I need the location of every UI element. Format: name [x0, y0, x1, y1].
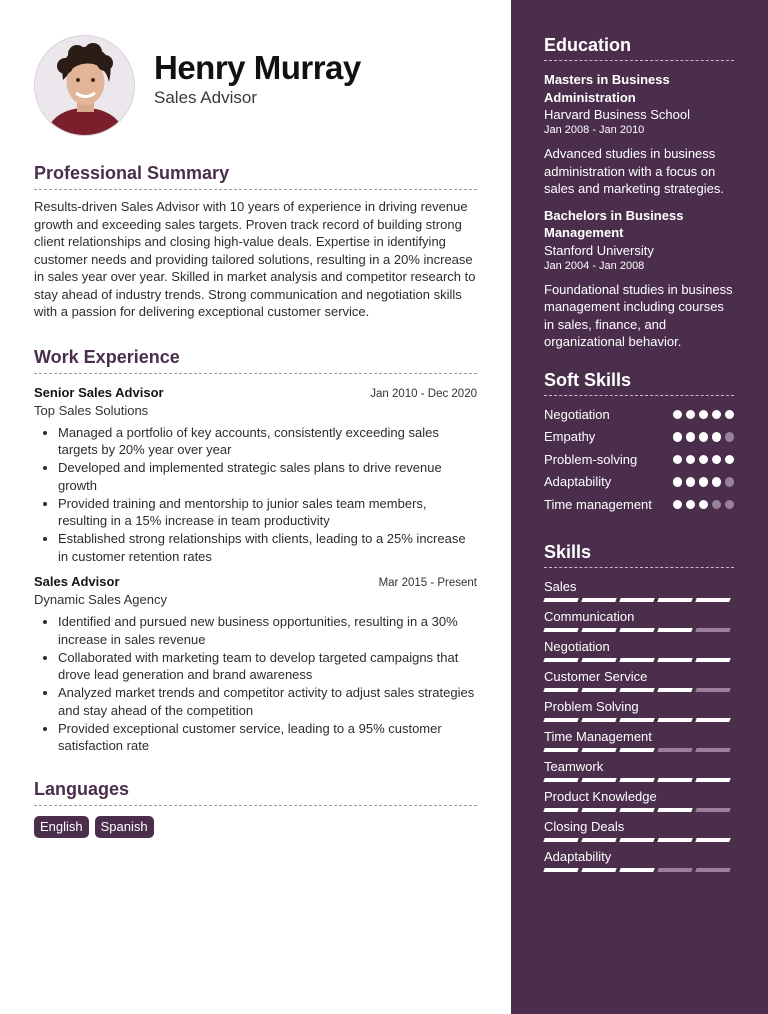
skill-level-bar: [544, 868, 734, 872]
soft-skill-row: [544, 428, 734, 446]
skill-segment-filled: [619, 838, 654, 842]
skill-segment-filled: [581, 718, 616, 722]
skill-segment-filled: [543, 748, 578, 752]
candidate-name: Henry Murray: [154, 49, 361, 86]
candidate-role: Sales Advisor: [154, 88, 257, 107]
education-entry: [544, 71, 734, 198]
skill-item: [544, 788, 734, 812]
skill-segment-filled: [657, 778, 692, 782]
skill-item: [544, 728, 734, 752]
skill-level-bar: [544, 628, 734, 632]
soft-skill-row: [544, 473, 734, 491]
rating-dot-filled: [725, 455, 735, 465]
languages-title: Languages: [34, 777, 477, 806]
skill-name: Negotiation: [544, 639, 610, 654]
skill-name: Adaptability: [544, 849, 612, 864]
job-title: Sales Advisor: [34, 574, 120, 589]
soft-skill-name: Time management: [544, 496, 652, 512]
skill-segment-filled: [657, 628, 692, 632]
job-bullet: • Established strong relationships with clients, leading to a 25% increase in customer retention rates: [58, 530, 477, 565]
skill-level-bar: [544, 778, 734, 782]
skill-segment-filled: [657, 808, 692, 812]
skill-level-bar: [544, 748, 734, 752]
skills-section: [544, 541, 734, 872]
summary-text: Results-driven Sales Advisor with 10 years of experience in driving revenue growth and exceeding sales targets. Proven track record of building strong client relationships and closing high-value deals. Expertise in identifying customer needs and providing tailored solutions, resulting in a 20% increase in sales year over year. Skilled in market analysis and competitor research to stay ahead of industry trends. Strong communication and negotiation skills with a passion for delivering exceptional customer service.: [34, 199, 476, 319]
skill-segment-filled: [581, 598, 616, 602]
skill-level-bar: [544, 718, 734, 722]
skill-segment-empty: [657, 868, 692, 872]
skill-segment-filled: [581, 658, 616, 662]
language-tag: Spanish: [95, 816, 154, 838]
job-bullet: • Developed and implemented strategic sales plans to drive revenue growth: [58, 459, 477, 494]
skill-level-bar: [544, 808, 734, 812]
skill-segment-filled: [657, 688, 692, 692]
skill-segment-empty: [695, 748, 730, 752]
job-dates: Mar 2015 - Present: [378, 577, 477, 589]
rating-dot-filled: [673, 500, 683, 510]
job-bullet: • Managed a portfolio of key accounts, consistently exceeding sales targets by 20% year over year: [58, 424, 477, 459]
skill-item: [544, 848, 734, 872]
education-description: Advanced studies in business administration with a focus on sales and marketing strategies.: [544, 146, 724, 196]
rating-dots: [673, 406, 735, 420]
skill-segment-empty: [695, 808, 730, 812]
soft-skill-row: [544, 406, 734, 424]
skill-segment-empty: [695, 868, 730, 872]
rating-dot-empty: [725, 432, 735, 442]
skill-name: Sales: [544, 579, 577, 594]
education-entry: [544, 207, 734, 351]
skill-segment-filled: [543, 658, 578, 662]
rating-dot-filled: [673, 432, 683, 442]
rating-dot-filled: [686, 477, 696, 487]
job-company: Top Sales Solutions: [34, 402, 149, 418]
rating-dot-filled: [712, 432, 722, 442]
person-photo-icon: [35, 36, 135, 136]
skill-segment-filled: [543, 688, 578, 692]
skill-segment-filled: [695, 778, 730, 782]
skill-item: [544, 758, 734, 782]
rating-dot-filled: [712, 477, 722, 487]
skill-segment-filled: [581, 748, 616, 752]
resume-header: [34, 0, 477, 150]
skill-segment-filled: [581, 688, 616, 692]
rating-dot-filled: [699, 432, 709, 442]
skill-item: [544, 638, 734, 662]
skill-segment-filled: [543, 838, 578, 842]
job-dates: Jan 2010 - Dec 2020: [370, 387, 477, 400]
rating-dot-empty: [725, 500, 735, 510]
rating-dot-filled: [673, 477, 683, 487]
soft-skills-list: [544, 406, 734, 514]
education-school: Harvard Business School: [544, 107, 690, 122]
rating-dot-filled: [686, 455, 696, 465]
job-header: [34, 384, 477, 402]
rating-dot-filled: [712, 410, 722, 420]
education-degree: Masters in Business Administration: [544, 72, 670, 105]
skill-level-bar: [544, 598, 734, 602]
job-bullets: [34, 424, 477, 566]
experience-title: Work Experience: [34, 345, 477, 374]
education-title: Education: [544, 34, 734, 61]
rating-dot-filled: [699, 477, 709, 487]
rating-dot-empty: [712, 500, 722, 510]
job-bullets: [34, 613, 477, 755]
education-dates: Jan 2004 - Jan 2008: [544, 259, 645, 272]
job-header: [34, 573, 477, 591]
rating-dots: [673, 428, 735, 442]
skill-level-bar: [544, 838, 734, 842]
skill-level-bar: [544, 688, 734, 692]
skill-segment-filled: [543, 778, 578, 782]
languages-section: [34, 777, 477, 838]
skill-name: Communication: [544, 609, 635, 624]
rating-dot-empty: [725, 477, 735, 487]
skill-segment-filled: [695, 598, 730, 602]
skill-name: Teamwork: [544, 759, 604, 774]
education-dates: Jan 2008 - Jan 2010: [544, 124, 645, 136]
skill-name: Customer Service: [544, 669, 648, 684]
skill-segment-filled: [581, 808, 616, 812]
skill-segment-filled: [619, 868, 654, 872]
language-list: [34, 816, 477, 838]
skill-segment-filled: [619, 658, 654, 662]
skill-segment-filled: [657, 838, 692, 842]
rating-dot-filled: [725, 410, 735, 420]
job-bullet: • Analyzed market trends and competitor activity to adjust sales strategies and stay ahead of the competition: [58, 684, 477, 719]
summary-section: [34, 161, 477, 321]
skill-segment-filled: [619, 598, 654, 602]
skill-segment-filled: [543, 598, 578, 602]
job-company: Dynamic Sales Agency: [34, 592, 167, 607]
skill-name: Product Knowledge: [544, 789, 657, 804]
soft-skills-title: Soft Skills: [544, 369, 734, 396]
soft-skills-section: [544, 369, 734, 514]
skill-segment-filled: [619, 688, 654, 692]
soft-skill-row: [544, 451, 734, 469]
soft-skill-name: Empathy: [544, 429, 596, 444]
sidebar: [511, 0, 768, 1014]
skill-name: Problem Solving: [544, 699, 639, 714]
education-school: Stanford University: [544, 242, 654, 258]
rating-dot-filled: [673, 410, 683, 420]
skill-segment-filled: [581, 838, 616, 842]
soft-skill-name: Problem-solving: [544, 451, 638, 467]
skill-segment-filled: [619, 718, 654, 722]
skill-name: Closing Deals: [544, 819, 625, 834]
skill-segment-filled: [543, 868, 578, 872]
experience-section: [34, 345, 477, 755]
soft-skill-name: Negotiation: [544, 406, 610, 422]
job-entry: [34, 384, 477, 566]
education-description: Foundational studies in business management including courses in sales, finance, and organizational behavior.: [544, 281, 733, 349]
skill-segment-filled: [695, 838, 730, 842]
skill-segment-filled: [581, 628, 616, 632]
skill-item: [544, 578, 734, 602]
skill-segment-filled: [543, 718, 578, 722]
skills-list: [544, 578, 734, 872]
skill-segment-empty: [695, 628, 730, 632]
rating-dot-filled: [699, 455, 709, 465]
rating-dot-filled: [686, 500, 696, 510]
skill-segment-filled: [695, 718, 730, 722]
skill-segment-empty: [657, 748, 692, 752]
avatar: [34, 35, 135, 136]
skill-segment-filled: [619, 778, 654, 782]
skill-item: [544, 818, 734, 842]
soft-skill-name: Adaptability: [544, 474, 612, 489]
skill-item: [544, 608, 734, 632]
job-bullet: • Identified and pursued new business opportunities, resulting in a 30% increase in sales revenue: [58, 613, 477, 648]
skill-name: Time Management: [544, 729, 652, 744]
skill-level-bar: [544, 658, 734, 662]
rating-dots: [673, 473, 735, 487]
skill-item: [544, 668, 734, 692]
rating-dot-filled: [699, 500, 709, 510]
rating-dots: [673, 451, 735, 465]
skill-segment-filled: [543, 628, 578, 632]
job-bullet: • Provided training and mentorship to junior sales team members, resulting in a 15% increase in team productivity: [58, 495, 477, 530]
job-entry: [34, 573, 477, 755]
skill-segment-filled: [581, 868, 616, 872]
skill-segment-filled: [619, 748, 654, 752]
rating-dot-filled: [712, 455, 722, 465]
skill-segment-filled: [581, 778, 616, 782]
rating-dots: [673, 496, 735, 510]
skill-segment-filled: [657, 718, 692, 722]
job-bullet: • Collaborated with marketing team to develop targeted campaigns that drove lead generation and brand awareness: [58, 649, 477, 684]
education-section: [544, 34, 734, 351]
skill-segment-filled: [695, 658, 730, 662]
skill-segment-filled: [619, 808, 654, 812]
language-tag: English: [34, 816, 89, 838]
skill-segment-filled: [619, 628, 654, 632]
education-degree: Bachelors in Business Management: [544, 207, 684, 240]
summary-title: Professional Summary: [34, 161, 477, 190]
rating-dot-filled: [699, 410, 709, 420]
skill-item: [544, 698, 734, 722]
skills-title: Skills: [544, 541, 734, 568]
rating-dot-filled: [673, 455, 683, 465]
job-bullet: • Provided exceptional customer service, leading to a 95% customer satisfaction rate: [58, 720, 477, 755]
skill-segment-empty: [695, 688, 730, 692]
job-title: Senior Sales Advisor: [34, 384, 164, 400]
skill-segment-filled: [543, 808, 578, 812]
rating-dot-filled: [686, 432, 696, 442]
soft-skill-row: [544, 496, 734, 514]
rating-dot-filled: [686, 410, 696, 420]
skill-segment-filled: [657, 658, 692, 662]
skill-segment-filled: [657, 598, 692, 602]
